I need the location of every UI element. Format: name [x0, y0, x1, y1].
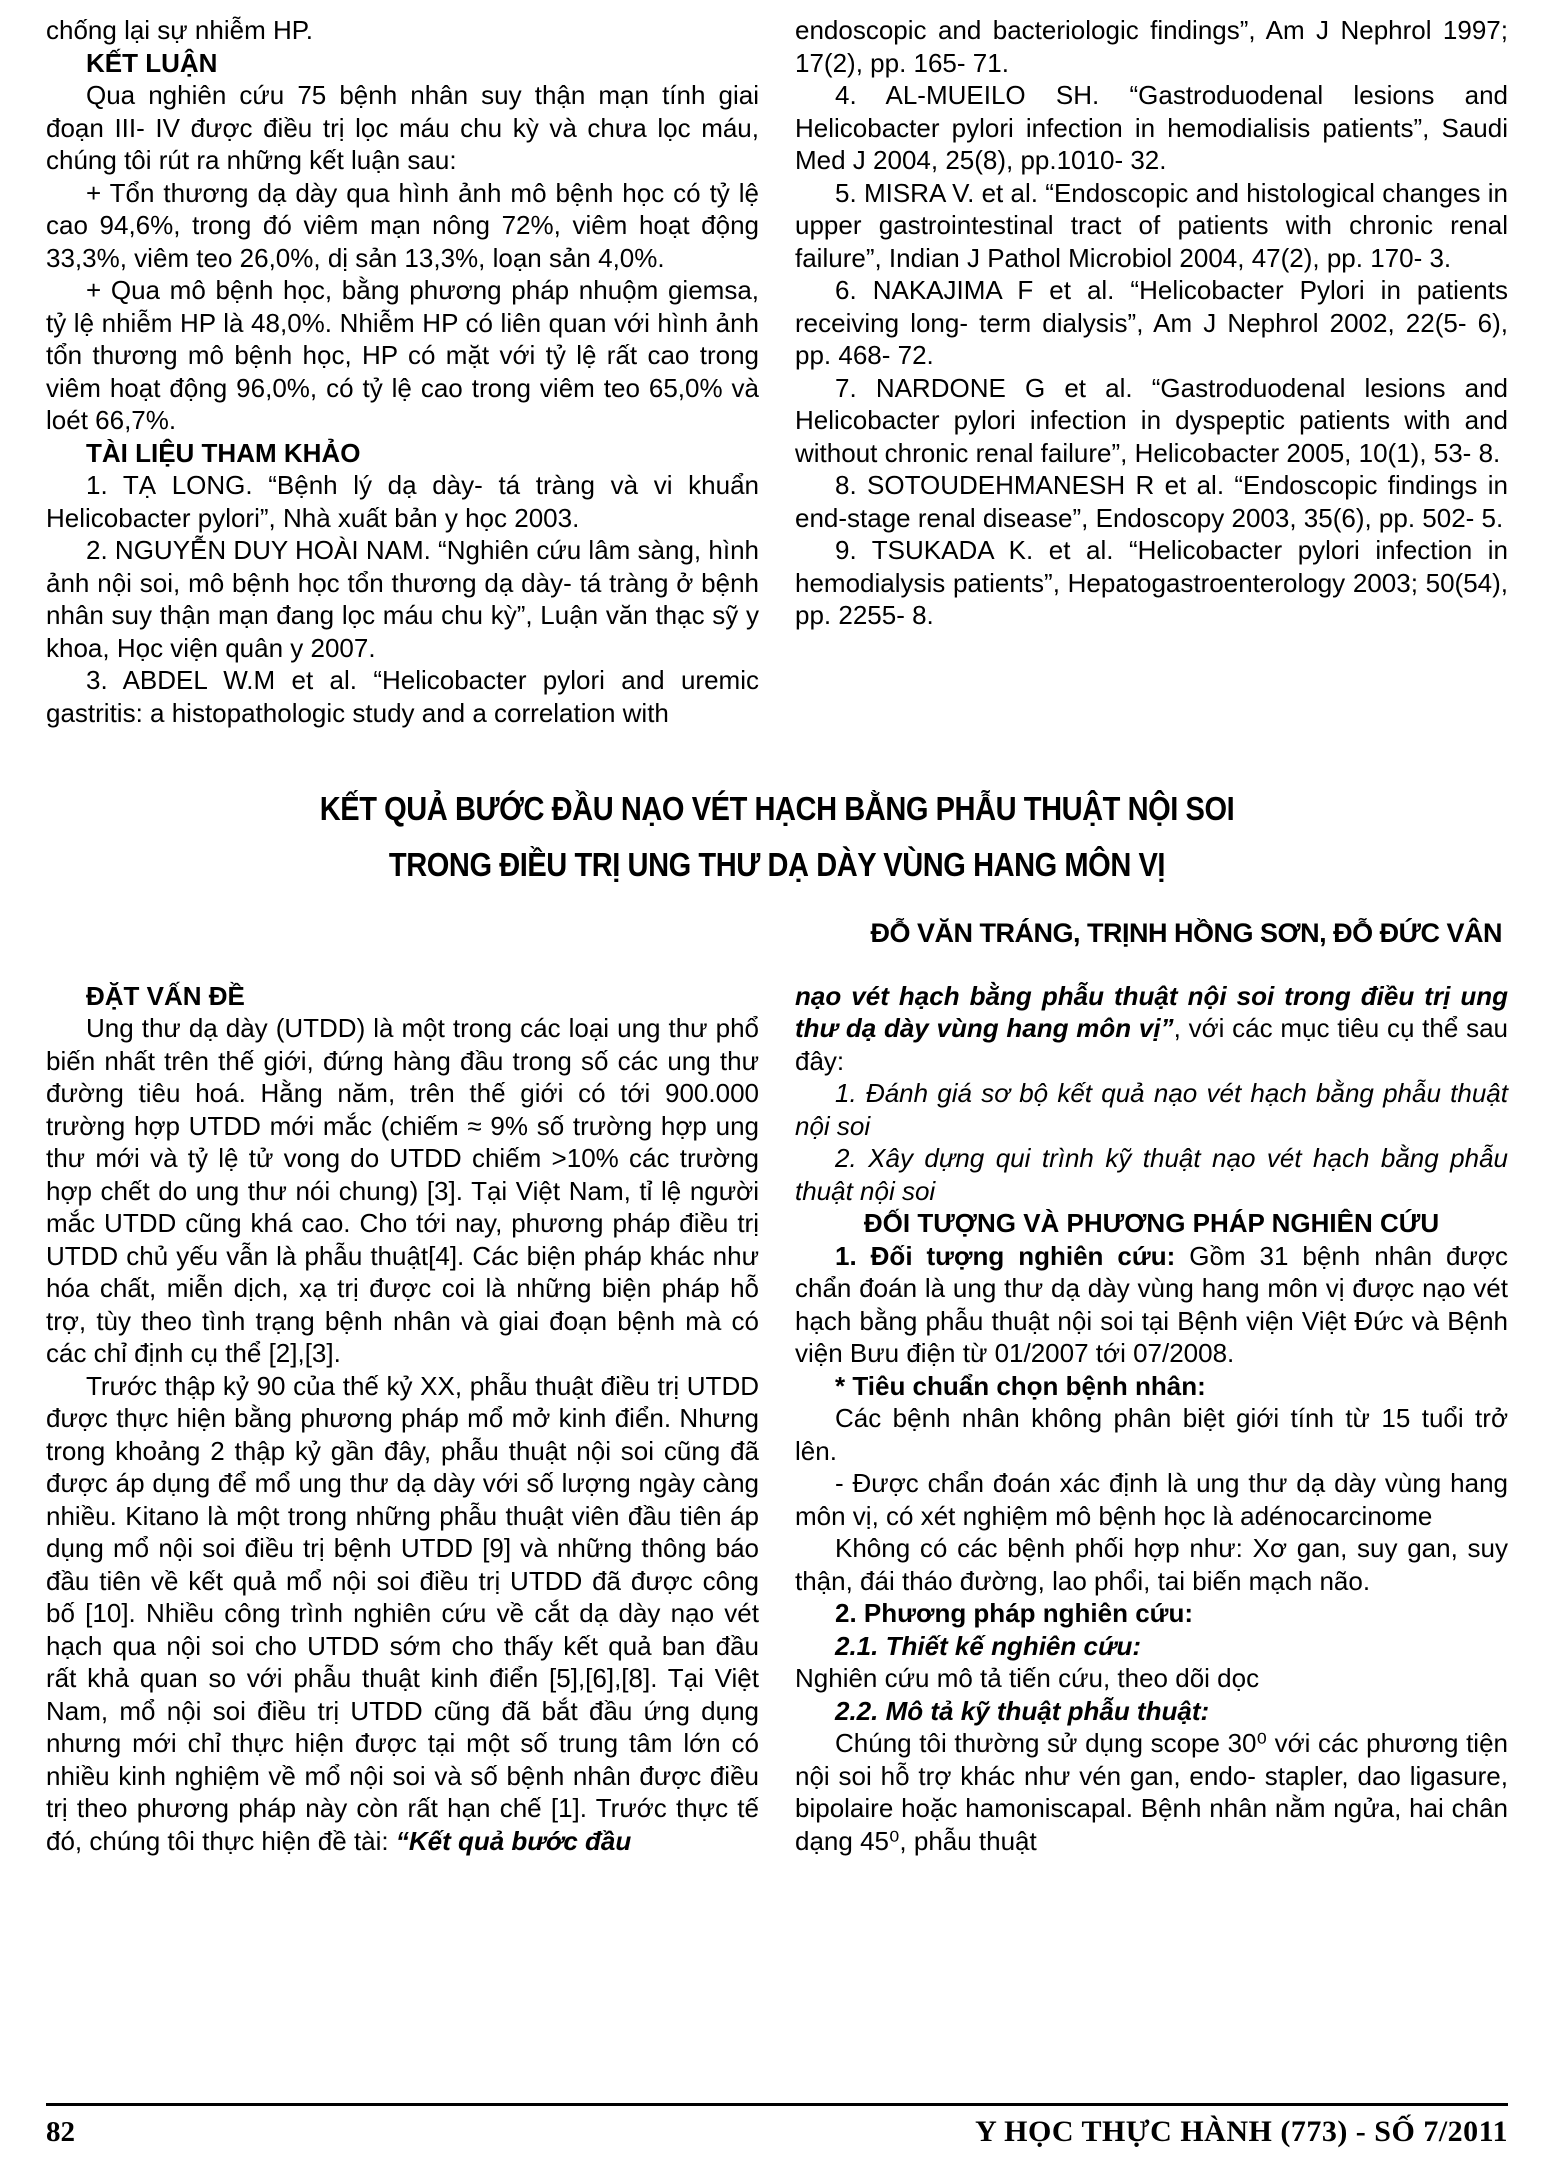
- article1-left-column: [46, 14, 759, 729]
- conclusion-paragraph: Qua nghiên cứu 75 bệnh nhân suy thận mạn tính giai đoạn III- IV được điều trị lọc máu chu kỳ và chưa lọc máu, chúng tôi rút ra những kết luận sau:: [46, 80, 759, 175]
- subjects-paragraph: [795, 1240, 1508, 1370]
- article2-left-column: [46, 980, 759, 1858]
- intro-paragraph: Ung thư dạ dày (UTDD) là một trong các loại ung thư phổ biến nhất trên thế giới, đứng hàng đầu trong số các ung thư đường tiêu hoá. Hằng năm, trên thế giới có tới 900.000 trường hợp UTDD mới mắc (chiếm ≈ 9% số trường hợp ung thư mới và tỷ lệ tử vong do UTDD chiếm >10% các trường hợp chết do ung thư nói chung) [3]. Tại Việt Nam, tỉ lệ người mắc UTDD cũng khá cao. Cho tới nay, phương pháp điều trị UTDD chủ yếu vẫn là phẫu thuật[4]. Các biện pháp khác như hóa chất, miễn dịch, xạ trị được coi là những biện pháp hỗ trợ, tùy theo tình trạng bệnh nhân và giai đoạn bệnh mà có các chỉ định cụ thể [2],[3].: [46, 1013, 759, 1368]
- reference-item: 9. TSUKADA K. et al. “Helicobacter pylori infection in hemodialysis patients”, Hepatogastroenterology 2003; 50(54), pp. 2255- 8.: [795, 535, 1508, 630]
- paragraph-text: , với các mục tiêu cụ thể sau đây:: [795, 1013, 1508, 1076]
- criteria-item: Các bệnh nhân không phân biệt giới tính từ 15 tuổi trở lên.: [795, 1403, 1508, 1466]
- criteria-item: - Được chẩn đoán xác định là ung thư dạ dày vùng hang môn vị, có xét nghiệm mô bệnh học là adénocarcinome: [795, 1468, 1508, 1531]
- objective-item: 1. Đánh giá sơ bộ kết quả nạo vét hạch bằng phẫu thuật nội soi: [795, 1078, 1508, 1141]
- intro-heading: ĐẶT VẤN ĐỀ: [86, 980, 245, 1011]
- reference-item: 2. NGUYỄN DUY HOÀI NAM. “Nghiên cứu lâm sàng, hình ảnh nội soi, mô bệnh học tổn thương dạ dày- tá tràng ở bệnh nhân suy thận mạn đang lọc máu chu kỳ”, Luận văn thạc sỹ y khoa, Học viện quân y 2007.: [46, 535, 759, 663]
- article2-body: [46, 980, 1508, 1858]
- article1-closing-line: chống lại sự nhiễm HP.: [46, 15, 313, 45]
- technique-text: Chúng tôi thường sử dụng scope 30⁰ với các phương tiện nội soi hỗ trợ khác như vén gan, endo- stapler, dao ligasure, bipolaire hoặc hamoniscapal. Bệnh nhân nằm ngửa, hai chân dạng 45⁰, phẫu thuật: [795, 1728, 1508, 1856]
- reference-item: 7. NARDONE G et al. “Gastroduodenal lesions and Helicobacter pylori infection in dyspeptic patients with and without chronic renal failure”, Helicobacter 2005, 10(1), 53- 8.: [795, 372, 1508, 468]
- paragraph-text: Trước thập kỷ 90 của thế kỷ XX, phẫu thuật điều trị UTDD được thực hiện bằng phương pháp mổ mở kinh điển. Nhưng trong khoảng 2 thập kỷ gần đây, phẫu thuật nội soi cũng đã được áp dụng để mổ ung thư dạ dày với số lượng ngày càng nhiều. Kitano là một trong những phẫu thuật viên đầu tiên áp dụng mổ nội soi điều trị bệnh UTDD [9] và những thông báo đầu tiên về kết quả mổ nội soi điều trị UTDD đã được công bố [10]. Nhiều công trình nghiên cứu về cắt dạ dày nạo vét hạch qua nội soi cho UTDD sớm cho thấy kết quả ban đầu rất khả quan so với phẫu thuật kinh điển [5],[6],[8]. Tại Việt Nam, mổ nội soi điều trị UTDD cũng đã bắt đầu ứng dụng nhưng mới chỉ thực hiện được tại một số trung tâm lớn có nhiều kinh nghiệm về mổ nội soi và số bệnh nhân được điều trị theo phương pháp này còn rất hạn chế [1]. Trước thực tế đó, chúng tôi thực hiện đề tài:: [46, 1370, 759, 1856]
- article1-right-column: [795, 14, 1508, 729]
- study-title-emphasis: “Kết quả bước đầu: [395, 1825, 632, 1856]
- technique-heading: 2.2. Mô tả kỹ thuật phẫu thuật:: [835, 1695, 1210, 1726]
- page-footer: [0, 2103, 1550, 2149]
- article1-section: [46, 14, 1508, 729]
- reference-item: 6. NAKAJIMA F et al. “Helicobacter Pylori in patients receiving long- term dialysis”, Am J Nephrol 2002, 22(5- 6), pp. 468- 72.: [795, 275, 1508, 370]
- article2-right-column: [795, 980, 1508, 1858]
- conclusion-paragraph: + Tổn thương dạ dày qua hình ảnh mô bệnh học có tỷ lệ cao 94,6%, trong đó viêm mạn nông 72%, viêm hoạt động 33,3%, viêm teo 26,0%, dị sản 13,3%, loạn sản 4,0%.: [46, 177, 759, 273]
- reference-continuation: endoscopic and bacteriologic findings”, Am J Nephrol 1997; 17(2), pp. 165- 71.: [795, 15, 1508, 78]
- article2-title-line2: TRONG ĐIỀU TRỊ UNG THƯ DẠ DÀY VÙNG HANG MÔN VỊ: [388, 846, 1166, 883]
- criteria-item: Không có các bệnh phối hợp như: Xơ gan, suy gan, suy thận, đái tháo đường, lao phổi, tai biến mạch não.: [795, 1533, 1508, 1596]
- paragraph-text: Gồm 31 bệnh nhân được chẩn đoán là ung thư dạ dày vùng hang môn vị được nạo vét hạch bằng phẫu thuật nội soi tại Bệnh viện Việt Đức và Bệnh viện Bưu điện từ 01/2007 tới 07/2008.: [795, 1240, 1508, 1368]
- intro-paragraph: [46, 1370, 759, 1858]
- design-text: Nghiên cứu mô tả tiến cứu, theo dõi dọc: [795, 1663, 1260, 1693]
- journal-name: Y HỌC THỰC HÀNH (773) - SỐ 7/2011: [975, 2114, 1508, 2148]
- article2-title-line1: KẾT QUẢ BƯỚC ĐẦU NẠO VÉT HẠCH BẰNG PHẪU THUẬT NỘI SOI: [319, 790, 1235, 827]
- reference-item: 5. MISRA V. et al. “Endoscopic and histological changes in upper gastrointestinal tract of patients with chronic renal failure”, Indian J Pathol Microbiol 2004, 47(2), pp. 170- 3.: [795, 177, 1508, 273]
- reference-item: 3. ABDEL W.M et al. “Helicobacter pylori and uremic gastritis: a histopathologic study and a correlation with: [46, 665, 759, 728]
- reference-item: 1. TẠ LONG. “Bệnh lý dạ dày- tá tràng và vi khuẩn Helicobacter pylori”, Nhà xuất bản y học 2003.: [46, 470, 759, 533]
- page-number: 82: [46, 2115, 75, 2148]
- methods-heading: ĐỐI TƯỢNG VÀ PHƯƠNG PHÁP NGHIÊN CỨU: [863, 1208, 1440, 1238]
- references-heading: TÀI LIỆU THAM KHẢO: [86, 437, 361, 468]
- conclusion-paragraph: + Qua mô bệnh học, bằng phương pháp nhuộm giemsa, tỷ lệ nhiễm HP là 48,0%. Nhiễm HP có liên quan với hình ảnh tổn thương mô bệnh học, HP có mặt với tỷ lệ rất cao trong viêm hoạt động 96,0%, có tỷ lệ cao trong viêm teo 65,0% và loét 66,7%.: [46, 275, 759, 435]
- article2-title: [46, 781, 1508, 893]
- objective-item: 2. Xây dựng qui trình kỹ thuật nạo vét hạch bằng phẫu thuật nội soi: [795, 1143, 1508, 1206]
- article2-authors: ĐỖ VĂN TRÁNG, TRỊNH HỒNG SƠN, ĐỖ ĐỨC VÂN: [870, 918, 1502, 948]
- conclusion-heading: KẾT LUẬN: [86, 47, 218, 78]
- reference-item: 4. AL-MUEILO SH. “Gastroduodenal lesions and Helicobacter pylori infection in hemodialisis patients”, Saudi Med J 2004, 25(8), pp.1010- 32.: [795, 80, 1508, 175]
- criteria-heading: * Tiêu chuẩn chọn bệnh nhân:: [835, 1370, 1206, 1401]
- design-heading: 2.1. Thiết kế nghiên cứu:: [835, 1630, 1142, 1661]
- reference-item: 8. SOTOUDEHMANESH R et al. “Endoscopic findings in end-stage renal disease”, Endoscopy 2003, 35(6), pp. 502- 5.: [795, 470, 1508, 533]
- method2-heading: 2. Phương pháp nghiên cứu:: [835, 1598, 1194, 1628]
- lead-paragraph: [795, 980, 1508, 1078]
- footer-rule: [46, 2103, 1508, 2106]
- subjects-label: 1. Đối tượng nghiên cứu:: [835, 1240, 1190, 1271]
- footer-row: [46, 2116, 1508, 2149]
- study-title-emphasis: nạo vét hạch bằng phẫu thuật nội soi trong điều trị ung thư dạ dày vùng hang môn vị”: [795, 980, 1508, 1043]
